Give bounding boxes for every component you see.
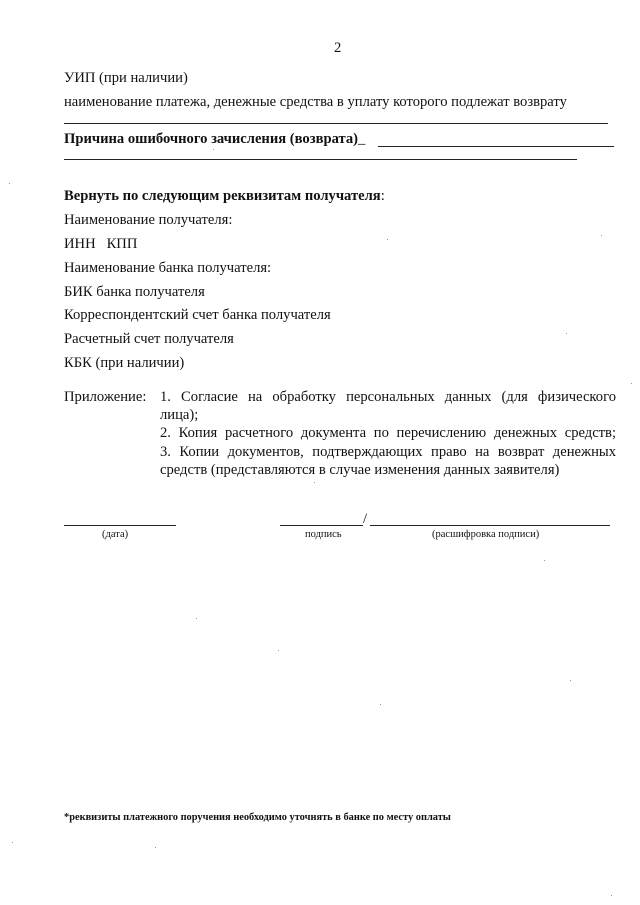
reason-underscore: _ bbox=[358, 131, 366, 147]
attachment-item-3-line-2: средств (представляются в случае изменения данных заявителя) bbox=[160, 461, 560, 478]
kbk-label: КБК (при наличии) bbox=[64, 355, 185, 371]
scan-speck bbox=[387, 239, 388, 240]
attachments-label: Приложение: bbox=[64, 389, 147, 405]
attachment-row-5 bbox=[64, 461, 616, 479]
uip-label: УИП (при наличии) bbox=[64, 70, 188, 86]
footnote: *реквизиты платежного поручения необходимо уточнять в банке по месту оплаты bbox=[64, 812, 451, 823]
recipient-heading-text: Вернуть по следующим реквизитам получателя bbox=[64, 188, 381, 204]
scan-speck bbox=[9, 183, 10, 184]
bank-name-label: Наименование банка получателя: bbox=[64, 260, 272, 276]
date-line bbox=[64, 525, 176, 526]
reason-second-line bbox=[64, 159, 577, 160]
recipient-heading-colon: : bbox=[380, 188, 385, 204]
scan-speck bbox=[196, 618, 197, 619]
signature-separator: / bbox=[363, 511, 368, 527]
payment-name-label: наименование платежа, денежные средства в уплату которого подлежат возврату bbox=[64, 94, 567, 110]
reason-fill-line bbox=[378, 146, 614, 147]
payment-name-line bbox=[64, 123, 608, 124]
attachment-row-3 bbox=[64, 424, 616, 442]
scan-speck bbox=[213, 149, 214, 150]
attachment-row-4 bbox=[64, 443, 616, 461]
scan-speck bbox=[314, 482, 315, 483]
settlement-account-label: Расчетный счет получателя bbox=[64, 331, 234, 347]
reason-label-text: Причина ошибочного зачисления (возврата) bbox=[64, 131, 359, 147]
scan-speck bbox=[544, 560, 545, 561]
scan-speck bbox=[155, 847, 156, 848]
attachment-row-2 bbox=[64, 406, 616, 424]
attachment-item-1-line-1: 1. Согласие на обработку персональных данных (для физического bbox=[160, 389, 616, 405]
attachments-block bbox=[64, 388, 616, 479]
signature-line bbox=[280, 525, 363, 526]
attachment-item-2: 2. Копия расчетного документа по перечислению денежных средств; bbox=[160, 425, 616, 442]
attachment-item-1-line-2: лица); bbox=[160, 407, 199, 424]
scan-speck bbox=[631, 383, 632, 384]
inn-kpp-label: ИНН КПП bbox=[64, 236, 138, 252]
transcript-caption: (расшифровка подписи) bbox=[432, 529, 540, 540]
scan-speck bbox=[278, 650, 279, 651]
attachment-row-1 bbox=[64, 388, 616, 406]
recipient-heading bbox=[64, 187, 385, 205]
recipient-name-label: Наименование получателя: bbox=[64, 212, 233, 228]
scan-speck bbox=[570, 680, 571, 681]
date-caption: (дата) bbox=[102, 529, 129, 540]
bik-label: БИК банка получателя bbox=[64, 284, 205, 300]
scan-speck bbox=[380, 704, 381, 705]
page-number: 2 bbox=[334, 40, 342, 56]
scan-speck bbox=[611, 895, 612, 896]
scan-speck bbox=[566, 333, 567, 334]
attachment-item-3-line-1: 3. Копии документов, подтверждающих право на возврат денежных bbox=[160, 443, 616, 460]
scan-speck bbox=[601, 235, 602, 236]
corr-account-label: Корреспондентский счет банка получателя bbox=[64, 307, 331, 323]
signature-caption: подпись bbox=[305, 529, 342, 540]
reason-label bbox=[64, 130, 365, 148]
scan-speck bbox=[12, 842, 13, 843]
transcript-line bbox=[370, 525, 610, 526]
